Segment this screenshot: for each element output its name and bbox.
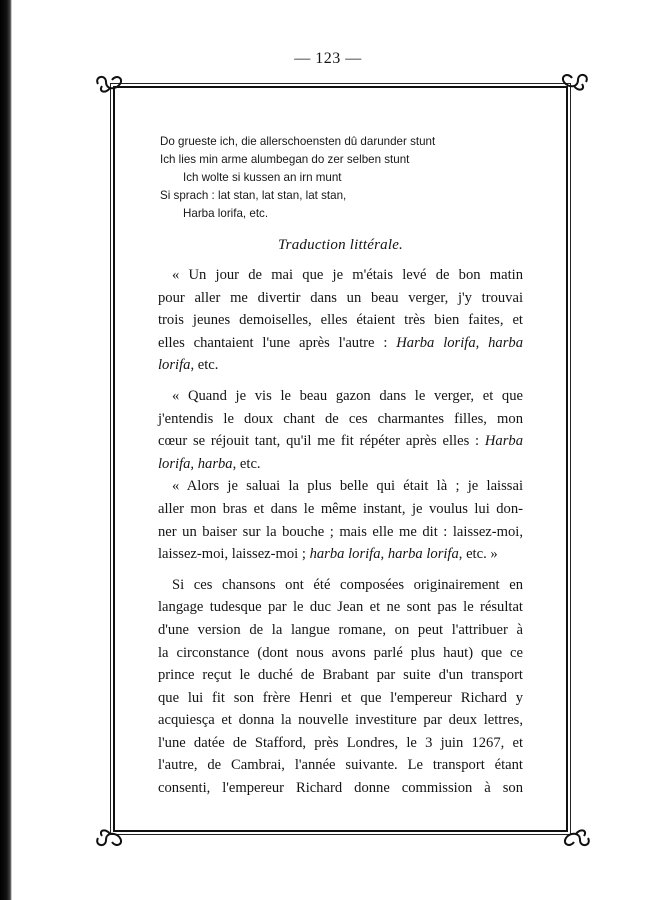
text-line: laissez-moi, laissez-moi ; harba lorifa, harba lorifa, etc. » xyxy=(158,546,498,563)
text-line: « Quand je vis le beau gazon dans le verger, et que xyxy=(172,387,523,404)
corner-flourish-bottom-left-icon xyxy=(92,826,128,850)
corner-flourish-top-right-icon xyxy=(556,70,592,94)
text-line: « Un jour de mai que je m'étais levé de bon matin xyxy=(172,267,523,283)
text-line: ner un baiser sur la bouche ; mais elle me dit : laissez-moi, xyxy=(158,523,523,540)
poem-verse xyxy=(158,133,523,223)
text-line: que lui fit son frère Henri et que l'empereur Richard y xyxy=(158,689,523,706)
text-line: consenti, l'empereur Richard donne commission à son xyxy=(158,780,523,797)
poem-line: Si sprach : lat stan, lat stan, lat stan, xyxy=(160,189,347,202)
italic-refrain: lorifa, harba xyxy=(158,455,233,472)
paragraph-4 xyxy=(158,574,523,800)
poem-line: Harba lorifa, etc. xyxy=(183,207,269,220)
paragraph-1 xyxy=(158,264,523,377)
text-line: langage tudesque par le duc Jean et ne sont pas le résultat xyxy=(158,599,523,616)
text-line: cœur se réjouit tant, qu'il me fit répéter après elles : Harba xyxy=(158,433,523,450)
page-content xyxy=(158,133,523,800)
text-line: la circonstance (dont nous avons parlé plus haut) que ce xyxy=(158,644,523,661)
corner-flourish-bottom-right-icon xyxy=(558,826,594,850)
poem-line: Ich lies min arme alumbegan do zer selben stunt xyxy=(160,153,410,166)
poem-line: Ich wolte si kussen an irn munt xyxy=(183,171,342,184)
text-line: elles chantaient l'une après l'autre : Harba lorifa, harba xyxy=(158,334,523,351)
text-line: pour aller me divertir dans un beau verger, j'y trouvai xyxy=(158,289,523,306)
corner-flourish-top-left-icon xyxy=(92,72,128,96)
page-number: — 123 — xyxy=(294,50,362,67)
poem-line: Do grueste ich, die allerschoensten dû darunder stunt xyxy=(160,135,436,148)
italic-refrain: Harba xyxy=(484,433,523,450)
text-line: l'autre, de Cambrai, l'année suivante. Le transport étant xyxy=(158,757,523,774)
italic-refrain: lorifa xyxy=(158,357,191,374)
text-line: Si ces chansons ont été composées originairement en xyxy=(172,576,523,593)
text-line: « Alors je saluai la plus belle qui était là ; je laissai xyxy=(172,478,523,495)
text-line: acquiesça et donna la nouvelle investiture par deux lettres, xyxy=(158,712,523,729)
text-line: aller mon bras et dans le même instant, je voulus lui don- xyxy=(158,500,523,517)
book-spine-shadow xyxy=(0,0,12,900)
text-line: trois jeunes demoiselles, elles étaient très bien faites, et xyxy=(158,312,523,329)
paragraph-2 xyxy=(158,385,523,475)
text-line: lorifa, harba, etc. xyxy=(158,455,261,472)
text-line: prince reçut le duché de Brabant par suite d'un transport xyxy=(158,667,523,684)
text-line: l'une datée de Stafford, près Londres, le 3 juin 1267, et xyxy=(158,734,523,751)
text-line: d'une version de la langue romane, on peut l'attribuer à xyxy=(158,621,523,638)
text-line: lorifa, etc. xyxy=(158,357,219,374)
italic-refrain: harba lorifa, harba lorifa xyxy=(309,546,459,563)
paragraph-3 xyxy=(158,475,523,565)
text-line: j'entendis le doux chant de ces charmantes filles, mon xyxy=(158,410,523,427)
section-heading: Traduction littérale. xyxy=(277,237,404,253)
italic-refrain: Harba lorifa, harba xyxy=(396,334,523,351)
